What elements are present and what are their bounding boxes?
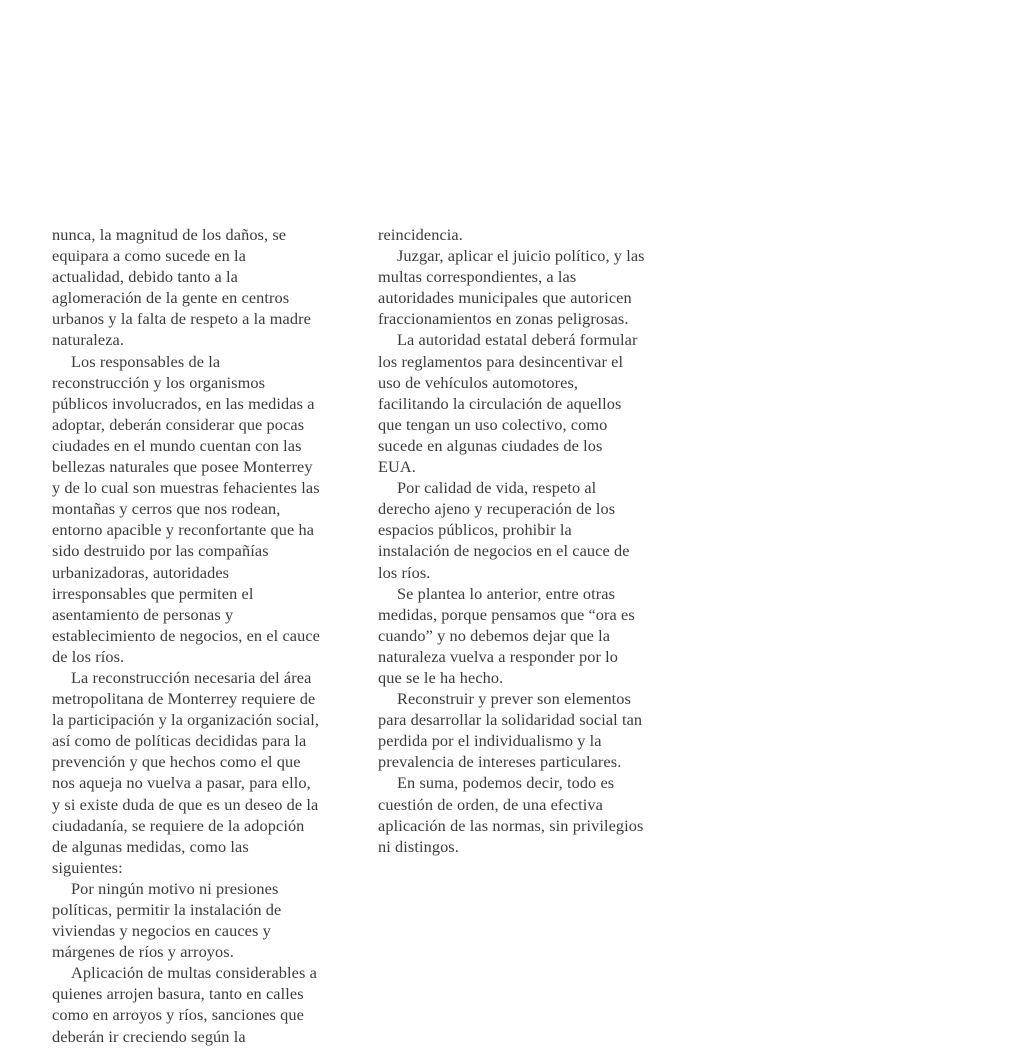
text-line: naturaleza vuelva a responder por lo [378, 646, 619, 666]
text-line: espacios públicos, prohibir la [378, 520, 572, 540]
text-line: establecimiento de negocios, en el cauce [52, 625, 320, 645]
text-line: medidas, porque pensamos que “ora es [378, 604, 635, 624]
text-line: márgenes de ríos y arroyos. [52, 942, 234, 962]
text-line: reconstrucción y los organismos [52, 372, 266, 392]
text-line: urbanos y la falta de respeto a la madre [52, 309, 311, 329]
text-line: políticas, permitir la instalación de [52, 900, 282, 919]
text-line: adoptar, deberán considerar que pocas [52, 414, 305, 434]
text-line: deberán ir creciendo según la [52, 1026, 246, 1046]
text-line: montañas y cerros que nos rodean, [52, 499, 281, 519]
text-line: así como de políticas decididas para la [52, 731, 307, 751]
text-line: que tengan un uso colectivo, como [378, 414, 608, 434]
paragraph-first-line: Por calidad de vida, respeto al [397, 478, 597, 498]
text-line: nos aqueja no vuelva a pasar, para ello, [52, 773, 311, 793]
text-line: de los ríos. [52, 646, 125, 666]
paragraph-first-line: En suma, podemos decir, todo es [397, 773, 615, 793]
text-line: instalación de negocios en el cauce de [378, 541, 630, 561]
text-line: multas correspondientes, a las [378, 267, 577, 287]
text-line: nunca, la magnitud de los daños, se [52, 225, 287, 244]
text-line: aplicación de las normas, sin privilegios [378, 815, 644, 835]
text-line: y si existe duda de que es un deseo de la [52, 794, 319, 814]
text-line: facilitando la circulación de aquellos [378, 393, 622, 413]
text-line: uso de vehículos automotores, [378, 372, 579, 392]
text-line: públicos involucrados, en las medidas a [52, 393, 315, 413]
text-line: fraccionamientos en zonas peligrosas. [378, 309, 629, 329]
text-line: EUA. [378, 457, 416, 477]
text-line: ciudadanía, se requiere de la adopción [52, 815, 305, 835]
text-line: ni distingos. [378, 836, 459, 856]
text-line: que se le ha hecho. [378, 667, 504, 687]
text-line: bellezas naturales que posee Monterrey [52, 457, 313, 477]
text-line: los reglamentos para desincentivar el [378, 351, 624, 371]
text-line: los ríos. [378, 562, 431, 582]
text-line: equipara a como sucede en la [52, 246, 247, 266]
text-line: entorno apacible y reconfortante que ha [52, 520, 315, 540]
text-line: perdida por el individualismo y la [378, 731, 602, 751]
text-line: viviendas y negocios en cauces y [52, 921, 271, 941]
text-column-left [52, 224, 352, 1047]
paragraph-first-line: Aplicación de multas considerables a [71, 963, 317, 983]
text-column-right [378, 224, 678, 857]
text-line: siguientes: [52, 857, 123, 877]
paragraph-first-line: La autoridad estatal deberá formular [397, 330, 638, 350]
text-line: asentamiento de personas y [52, 604, 234, 624]
text-line: reincidencia. [378, 225, 463, 244]
paragraph-first-line: Se plantea lo anterior, entre otras [397, 583, 616, 603]
text-line: la participación y la organización social, [52, 710, 320, 730]
text-line: ciudades en el mundo cuentan con las [52, 435, 302, 455]
text-line: autoridades municipales que autoricen [378, 288, 632, 308]
text-line: prevención y que hechos como el que [52, 752, 301, 772]
text-line: como en arroyos y ríos, sanciones que [52, 1005, 304, 1025]
text-line: naturaleza. [52, 330, 125, 350]
text-line: cuestión de orden, de una efectiva [378, 794, 603, 814]
text-line: para desarrollar la solidaridad social tan [378, 710, 643, 730]
paragraph-first-line: Por ningún motivo ni presiones [71, 878, 279, 898]
text-line: urbanizadoras, autoridades [52, 562, 230, 582]
text-line: sido destruido por las compañías [52, 541, 269, 561]
paragraph-first-line: La reconstrucción necesaria del área [71, 667, 312, 687]
text-line: derecho ajeno y recuperación de los [378, 499, 616, 519]
paragraph-first-line: Reconstruir y prever son elementos [397, 689, 631, 709]
text-line: metropolitana de Monterrey requiere de [52, 689, 316, 709]
text-line: y de lo cual son muestras fehacientes las [52, 478, 320, 498]
text-line: cuando” y no debemos dejar que la [378, 625, 611, 645]
paragraph-first-line: Juzgar, aplicar el juicio político, y las [397, 246, 645, 266]
text-line: actualidad, debido tanto a la [52, 267, 238, 287]
text-line: aglomeración de la gente en centros [52, 288, 290, 308]
text-line: prevalencia de intereses particulares. [378, 752, 622, 772]
text-line: de algunas medidas, como las [52, 836, 249, 856]
text-line: irresponsables que permiten el [52, 583, 254, 603]
text-line: sucede en algunas ciudades de los [378, 435, 603, 455]
text-line: quienes arrojen basura, tanto en calles [52, 984, 304, 1004]
paragraph-first-line: Los responsables de la [71, 351, 221, 371]
